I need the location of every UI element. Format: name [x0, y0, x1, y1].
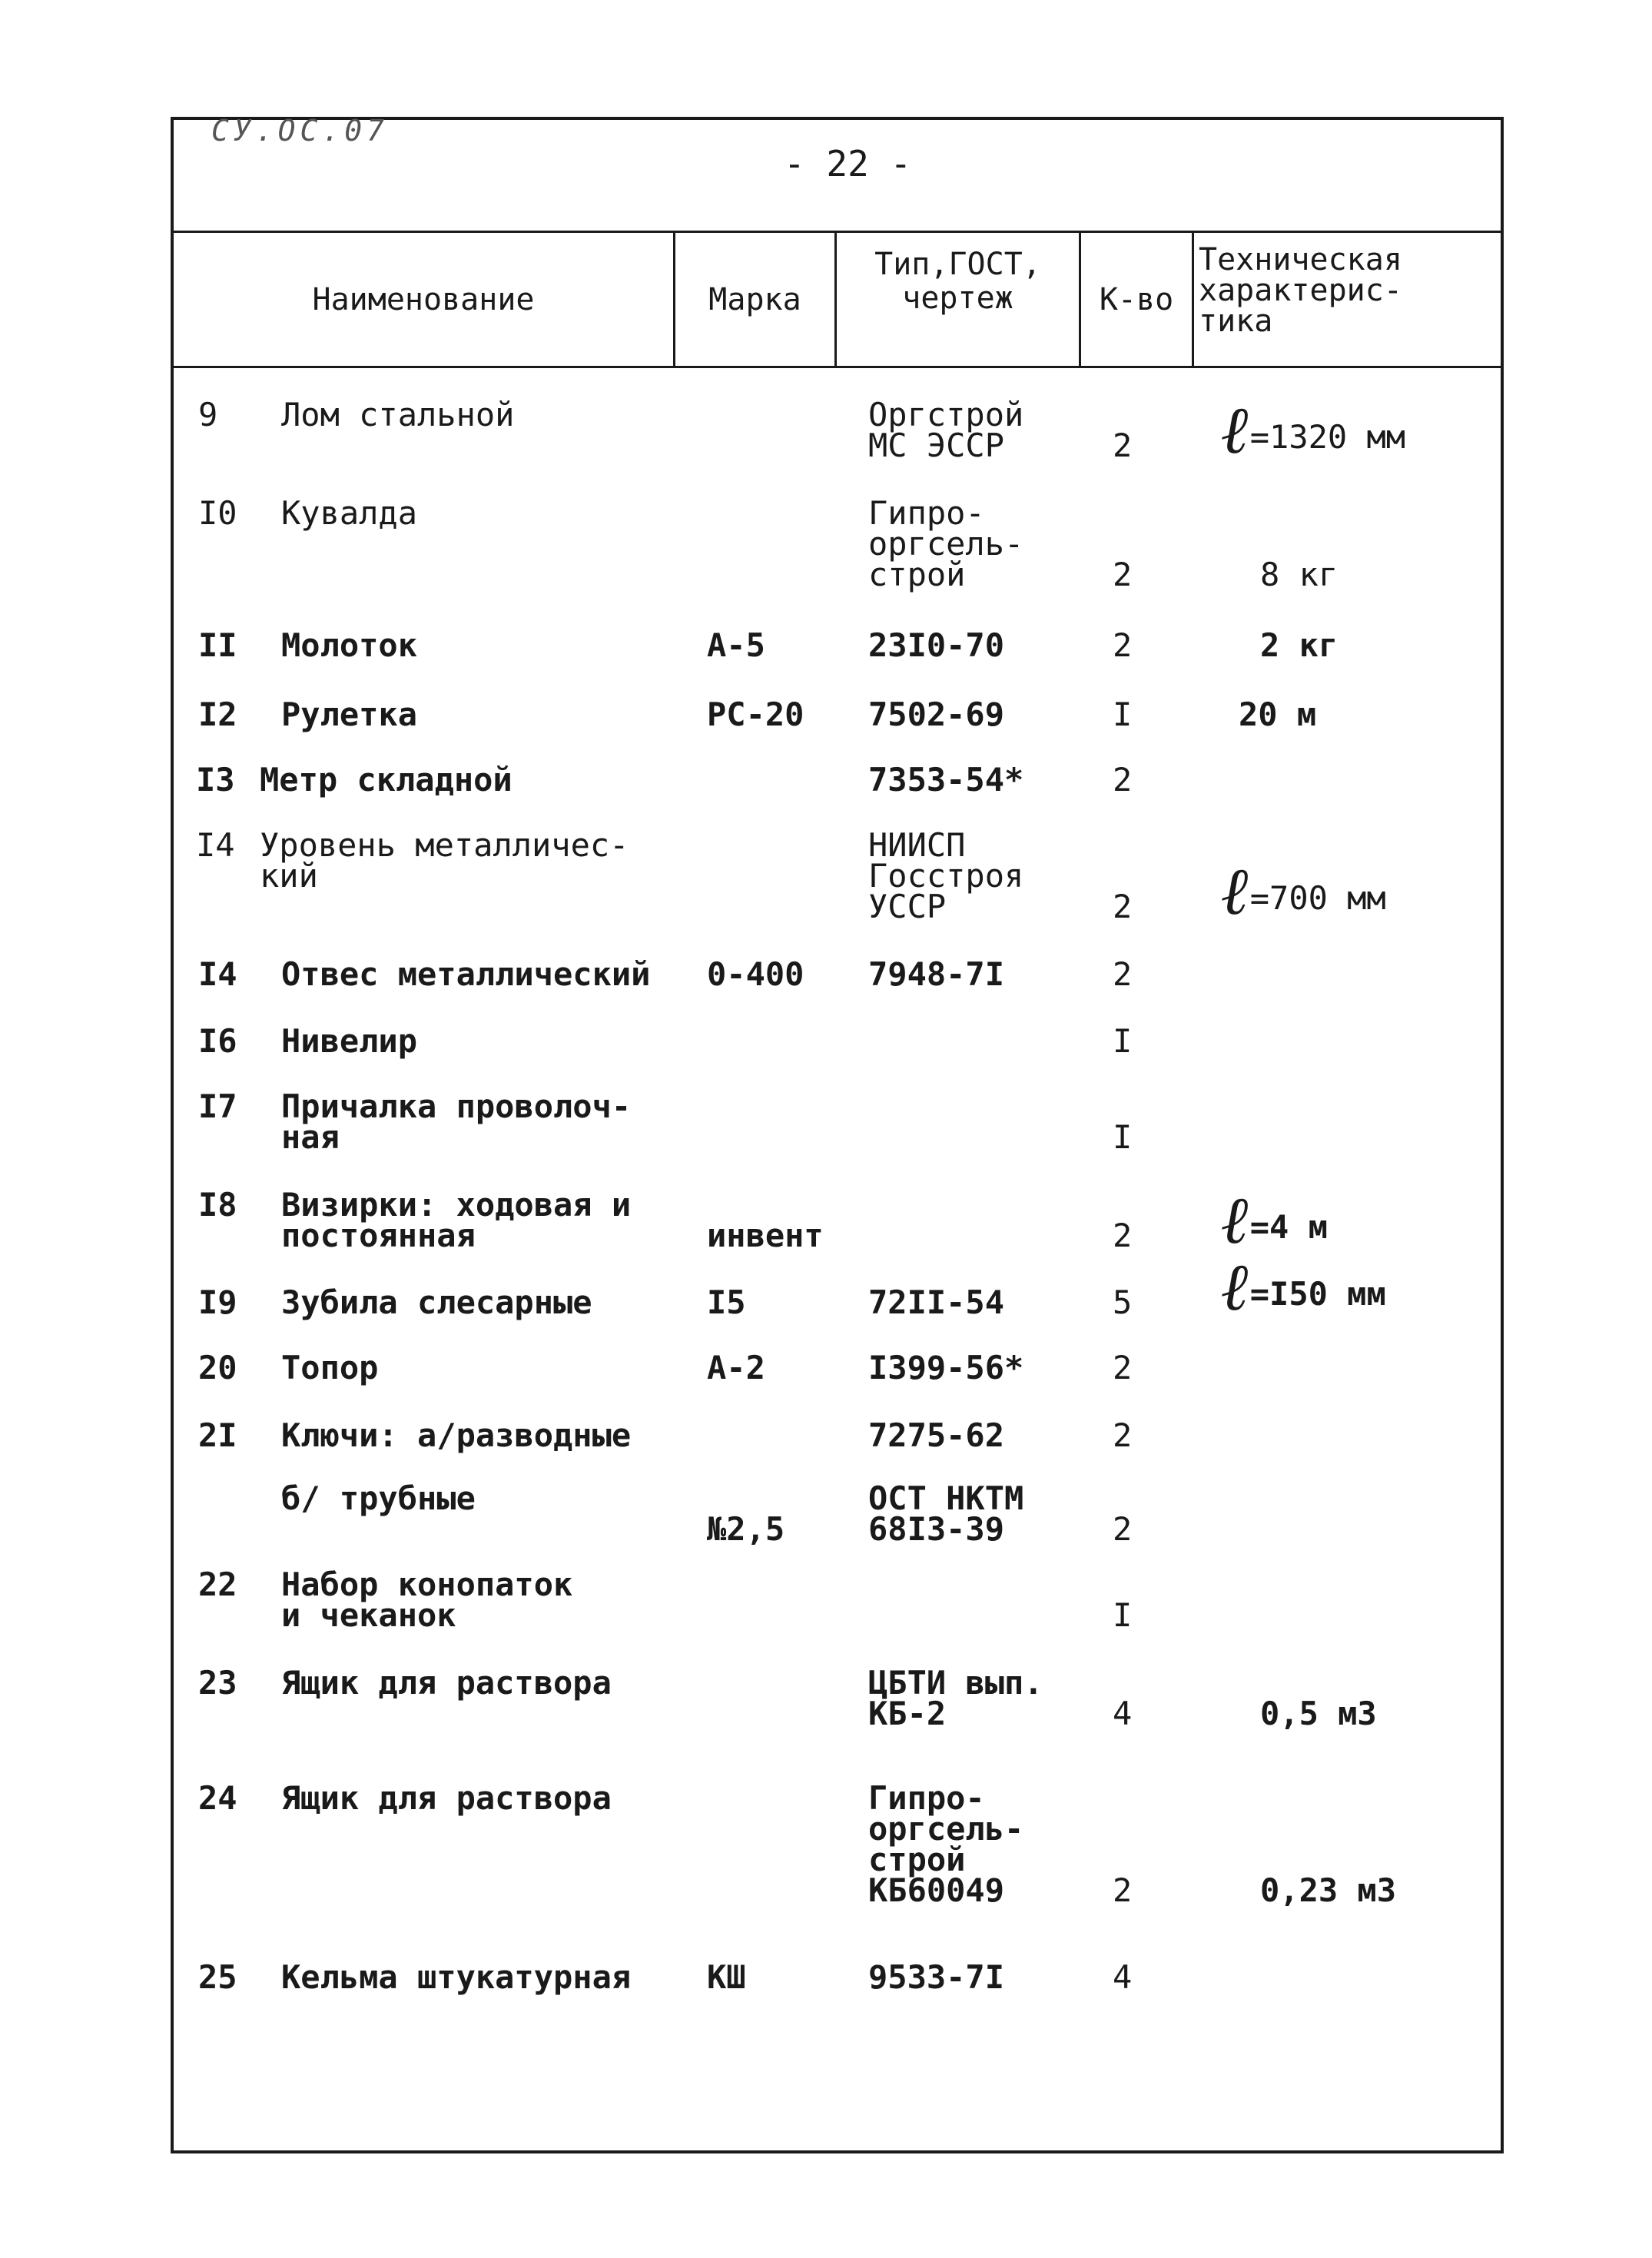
- item-type: ОСТ НКТМ 68I3-39: [868, 1479, 1024, 1548]
- row-number: 9: [198, 396, 218, 433]
- item-spec: [1260, 556, 1537, 593]
- item-spec: [1260, 1695, 1537, 1732]
- item-mark: КШ: [707, 1958, 746, 1996]
- item-spec: [1222, 391, 1498, 469]
- item-qty: 2: [1113, 626, 1133, 664]
- item-spec: [1222, 852, 1498, 930]
- column-header-mark: Марка: [708, 282, 801, 317]
- item-name: Зубила слесарные: [281, 1283, 592, 1321]
- item-name: Кувалда: [281, 494, 418, 532]
- item-qty: 2: [1113, 955, 1133, 993]
- row-number: 20: [198, 1349, 237, 1386]
- item-name: Метр складной: [260, 761, 513, 799]
- item-mark: А-2: [707, 1349, 765, 1386]
- item-name: Ящик для раствора: [281, 1779, 612, 1817]
- item-type: Оргстрой МС ЭССР: [868, 396, 1024, 464]
- item-mark: №2,5: [707, 1510, 785, 1548]
- item-name: б/ трубные: [281, 1479, 476, 1517]
- page-number: - 22 -: [784, 143, 912, 184]
- item-mark: I5: [707, 1283, 746, 1321]
- item-spec-value: 0,5 м3: [1260, 1695, 1377, 1732]
- item-type: 7275-62: [868, 1416, 1005, 1454]
- item-name: Нивелир: [281, 1022, 418, 1060]
- item-spec-value: 20 м: [1239, 696, 1317, 733]
- column-header-type: Тип,ГОСТ, чертеж: [874, 247, 1041, 316]
- item-spec-value: =I50 мм: [1249, 1275, 1386, 1313]
- item-spec-value: =1320 мм: [1249, 418, 1406, 456]
- column-header-spec: Техническая характерис- тика: [1199, 242, 1402, 339]
- item-spec: [1222, 1248, 1498, 1326]
- header-top-line: [171, 231, 1504, 233]
- item-name: Лом стальной: [281, 396, 515, 433]
- item-type: 72II-54: [868, 1283, 1005, 1321]
- row-number: I6: [198, 1022, 237, 1060]
- item-mark: РС-20: [707, 696, 804, 733]
- item-type: 23I0-70: [868, 626, 1005, 664]
- item-qty: 2: [1113, 761, 1133, 799]
- item-name: Визирки: ходовая и постоянная: [281, 1186, 632, 1254]
- item-spec: [1260, 626, 1537, 664]
- length-symbol-icon: ℓ: [1222, 1181, 1250, 1259]
- item-type: 7353-54*: [868, 761, 1024, 799]
- item-qty: I: [1113, 1596, 1133, 1634]
- item-spec: [1260, 1871, 1537, 1909]
- item-mark: 0-400: [707, 955, 804, 993]
- row-number: I4: [198, 955, 237, 993]
- item-mark: А-5: [707, 626, 765, 664]
- item-spec-value: =4 м: [1249, 1208, 1328, 1246]
- item-qty: I: [1113, 1118, 1133, 1156]
- item-name: Рулетка: [281, 696, 418, 733]
- item-type: НИИСП Госстроя УССР: [868, 826, 1024, 925]
- item-type: 7502-69: [868, 696, 1005, 733]
- item-qty: 2: [1113, 1510, 1133, 1548]
- item-qty: 2: [1113, 1349, 1133, 1386]
- item-name: Набор конопаток и чеканок: [281, 1566, 573, 1634]
- item-qty: I: [1113, 1022, 1133, 1060]
- row-number: II: [198, 626, 237, 664]
- item-qty: 2: [1113, 1416, 1133, 1454]
- column-divider: [1192, 231, 1194, 366]
- column-header-qty: К-во: [1099, 282, 1174, 317]
- row-number: 23: [198, 1664, 237, 1702]
- row-number: I4: [196, 826, 235, 864]
- item-mark: инвент: [707, 1217, 824, 1254]
- row-number: I7: [198, 1087, 237, 1125]
- item-spec-value: 8 кг: [1260, 556, 1339, 593]
- item-name: Причалка проволоч- ная: [281, 1087, 632, 1156]
- item-type: Гипро- оргсель- строй КБ60049: [868, 1779, 1024, 1909]
- row-number: I9: [198, 1283, 237, 1321]
- item-name: Ключи: а/разводные: [281, 1416, 632, 1454]
- item-type: 7948-7I: [868, 955, 1005, 993]
- length-symbol-icon: ℓ: [1222, 391, 1250, 469]
- row-number: 2I: [198, 1416, 237, 1454]
- item-spec-value: 0,23 м3: [1260, 1871, 1397, 1909]
- item-name: Уровень металличес- кий: [260, 826, 629, 895]
- item-spec-value: 2 кг: [1260, 626, 1339, 664]
- item-name: Ящик для раствора: [281, 1664, 612, 1702]
- row-number: I3: [196, 761, 235, 799]
- item-name: Отвес металлический: [281, 955, 651, 993]
- item-qty: 4: [1113, 1695, 1133, 1732]
- row-number: 24: [198, 1779, 237, 1817]
- item-spec: [1222, 1181, 1498, 1259]
- item-type: Гипро- оргсель- строй: [868, 494, 1024, 593]
- row-number: 22: [198, 1566, 237, 1603]
- item-spec: [1239, 696, 1515, 733]
- item-qty: I: [1113, 696, 1133, 733]
- item-spec-value: =700 мм: [1249, 879, 1386, 917]
- item-qty: 2: [1113, 1217, 1133, 1254]
- item-name: Топор: [281, 1349, 379, 1386]
- item-qty: 4: [1113, 1958, 1133, 1996]
- row-number: I0: [198, 494, 237, 532]
- item-qty: 2: [1113, 427, 1133, 464]
- item-type: 9533-7I: [868, 1958, 1005, 1996]
- item-name: Кельма штукатурная: [281, 1958, 632, 1996]
- length-symbol-icon: ℓ: [1222, 852, 1250, 930]
- item-qty: 2: [1113, 888, 1133, 925]
- stamp-code: СУ.ОС.07: [211, 114, 390, 148]
- column-header-name: Наименование: [312, 282, 535, 317]
- item-qty: 2: [1113, 556, 1133, 593]
- header-bottom-line: [171, 366, 1504, 368]
- row-number: I8: [198, 1186, 237, 1224]
- item-type: I399-56*: [868, 1349, 1024, 1386]
- length-symbol-icon: ℓ: [1222, 1248, 1250, 1326]
- item-qty: 2: [1113, 1871, 1133, 1909]
- item-type: ЦБТИ вып. КБ-2: [868, 1664, 1043, 1732]
- item-name: Молоток: [281, 626, 418, 664]
- item-qty: 5: [1113, 1283, 1133, 1321]
- row-number: 25: [198, 1958, 237, 1996]
- row-number: I2: [198, 696, 237, 733]
